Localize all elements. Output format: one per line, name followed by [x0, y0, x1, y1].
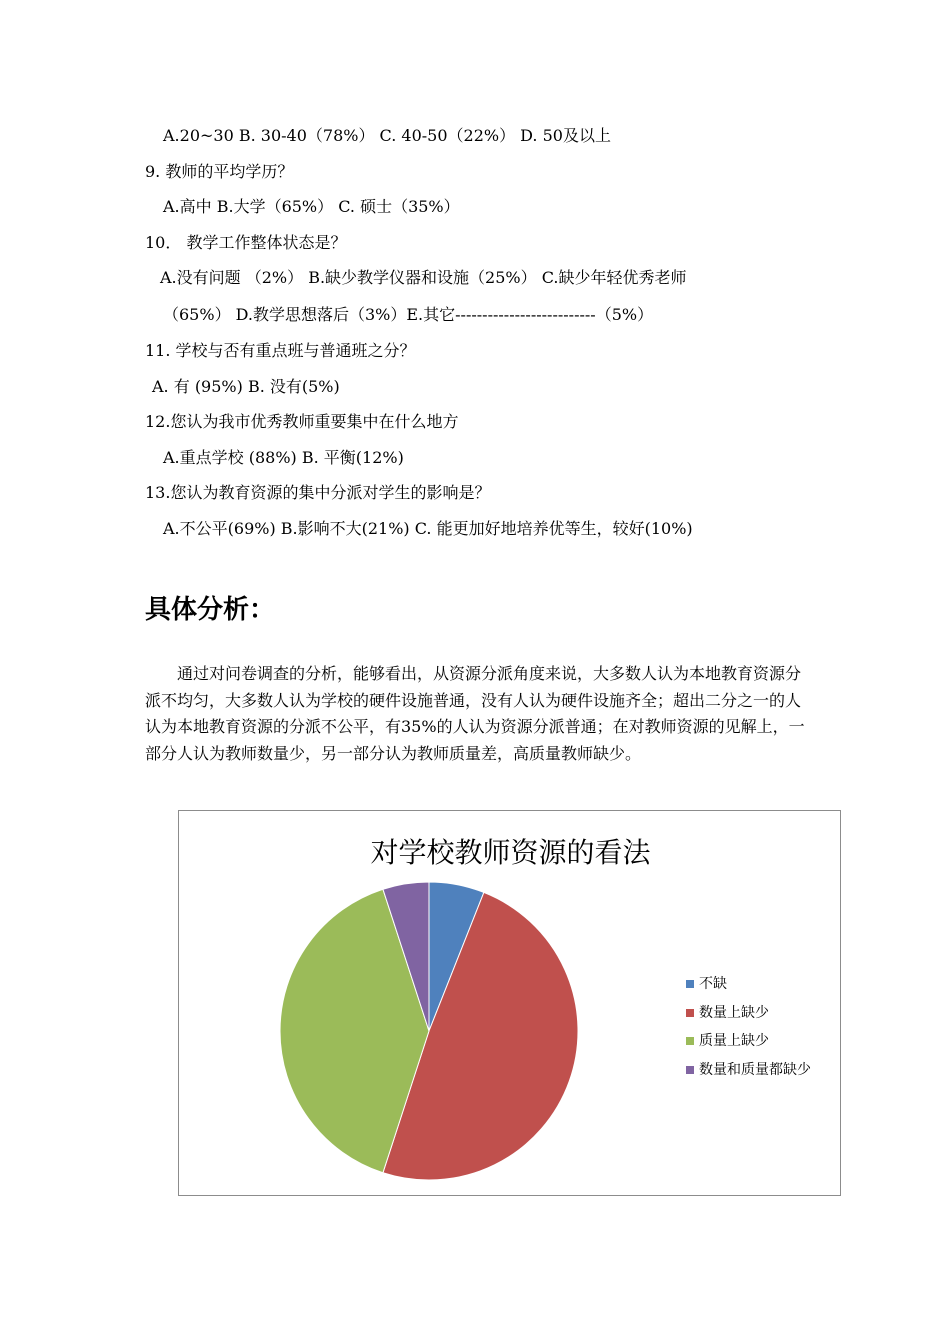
pie-chart	[178, 810, 841, 1196]
legend-label: 数量和质量都缺少	[699, 1061, 811, 1078]
survey-line-4: 10． 教学工作整体状态是？	[145, 233, 347, 252]
survey-line-10: A.重点学校 (88%) B. 平衡(12%)	[163, 448, 404, 467]
legend-item	[686, 974, 811, 1003]
section-heading: 具体分析：	[145, 595, 276, 625]
legend-swatch	[686, 1037, 694, 1045]
survey-line-11: 13.您认为教育资源的集中分派对学生的影响是？	[145, 483, 491, 502]
legend-item	[686, 1031, 811, 1060]
survey-line-12: A.不公平(69%) B.影响不大(21%) C. 能更加好地培养优等生，较好(10%)	[163, 519, 693, 538]
legend-label: 数量上缺少	[699, 1004, 769, 1021]
legend-label: 质量上缺少	[699, 1033, 769, 1049]
legend-label: 不缺	[699, 976, 727, 992]
survey-line-7: 11. 学校与否有重点班与普通班之分？	[145, 341, 416, 360]
survey-line-2: 9. 教师的平均学历？	[145, 162, 294, 181]
survey-line-5: A.没有问题 （2%） B.缺少教学仪器和设施（25%） C.缺少年轻优秀老师	[160, 268, 687, 287]
chart-legend	[686, 974, 811, 1088]
survey-line-1: A.20~30 B. 30-40（78%） C. 40-50（22%） D. 50及以上	[163, 126, 611, 145]
survey-line-3: A.高中 B.大学（65%） C. 硕士（35%）	[163, 197, 460, 216]
legend-item	[686, 1003, 811, 1032]
survey-line-6: （65%） D.教学思想落后（3%）E.其它--------------------------（5%）	[163, 305, 654, 324]
survey-line-8: A. 有 (95%) B. 没有(5%)	[152, 377, 340, 396]
legend-swatch	[686, 1066, 694, 1074]
chart-title: 对学校教师资源的看法	[370, 836, 651, 869]
analysis-paragraph: 通过对问卷调查的分析，能够看出，从资源分派角度来说，大多数人认为本地教育资源分派不均匀，大多数人认为学校的硬件设施普通，没有人认为硬件设施齐全；超出二分之一的人认为本地教育资源的分派不公平，有35%的人认为资源分派普通；在对教师资源的见解上，一部分人认为教师数量少，另一部分认为教师质量差，高质量教师缺少。	[145, 664, 805, 763]
survey-line-9: 12.您认为我市优秀教师重要集中在什么地方	[145, 412, 459, 431]
legend-item	[686, 1060, 811, 1089]
legend-swatch	[686, 980, 694, 988]
legend-swatch	[686, 1009, 694, 1017]
